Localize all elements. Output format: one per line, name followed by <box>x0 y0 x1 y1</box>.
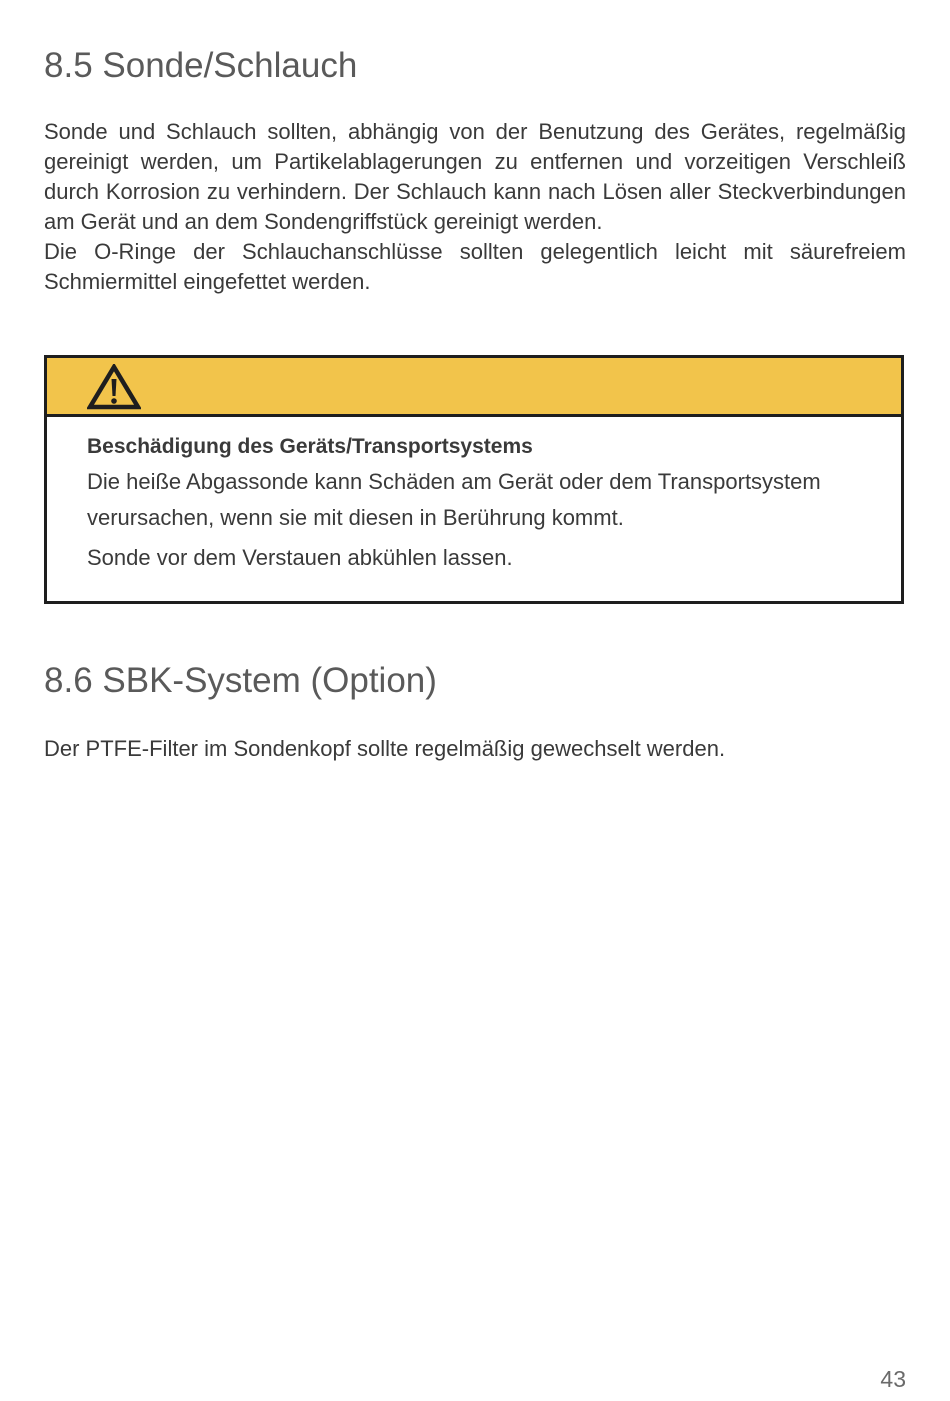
warning-description: Die heiße Abgassonde kann Schäden am Gerät oder dem Transportsystem verursachen, wenn sie mit diesen in Berührung kommt. <box>87 469 821 530</box>
page-number: 43 <box>880 1366 906 1392</box>
paragraph-cleaning: Sonde und Schlauch sollten, abhängig von der Benutzung des Gerätes, regelmäßig gereinigt werden, um Partikelablagerungen zu entfernen und vorzeitigen Verschleiß durch Korrosion zu verhindern. Der Schlauch kann nach Lösen aller Steckverbindungen am Gerät und an dem Sondengriffstück gereinigt werden. <box>44 119 906 234</box>
paragraph-o-rings: Die O-Ringe der Schlauchanschlüsse sollten gelegentlich leicht mit säurefreiem Schmiermittel eingefettet werden. <box>44 239 906 294</box>
warning-header <box>47 358 901 417</box>
warning-triangle-icon <box>87 364 141 410</box>
section-heading-8-6: 8.6 SBK-System (Option) <box>44 661 437 700</box>
warning-body <box>87 430 882 576</box>
section-8-5-body <box>44 117 906 297</box>
warning-title: Beschädigung des Geräts/Transportsystems <box>87 435 533 458</box>
warning-box <box>44 355 904 604</box>
paragraph-ptfe-filter: Der PTFE-Filter im Sondenkopf sollte regelmäßig gewechselt werden. <box>44 736 726 761</box>
section-heading-8-5: 8.5 Sonde/Schlauch <box>44 46 358 85</box>
warning-action: Sonde vor dem Verstauen abkühlen lassen. <box>87 545 513 570</box>
